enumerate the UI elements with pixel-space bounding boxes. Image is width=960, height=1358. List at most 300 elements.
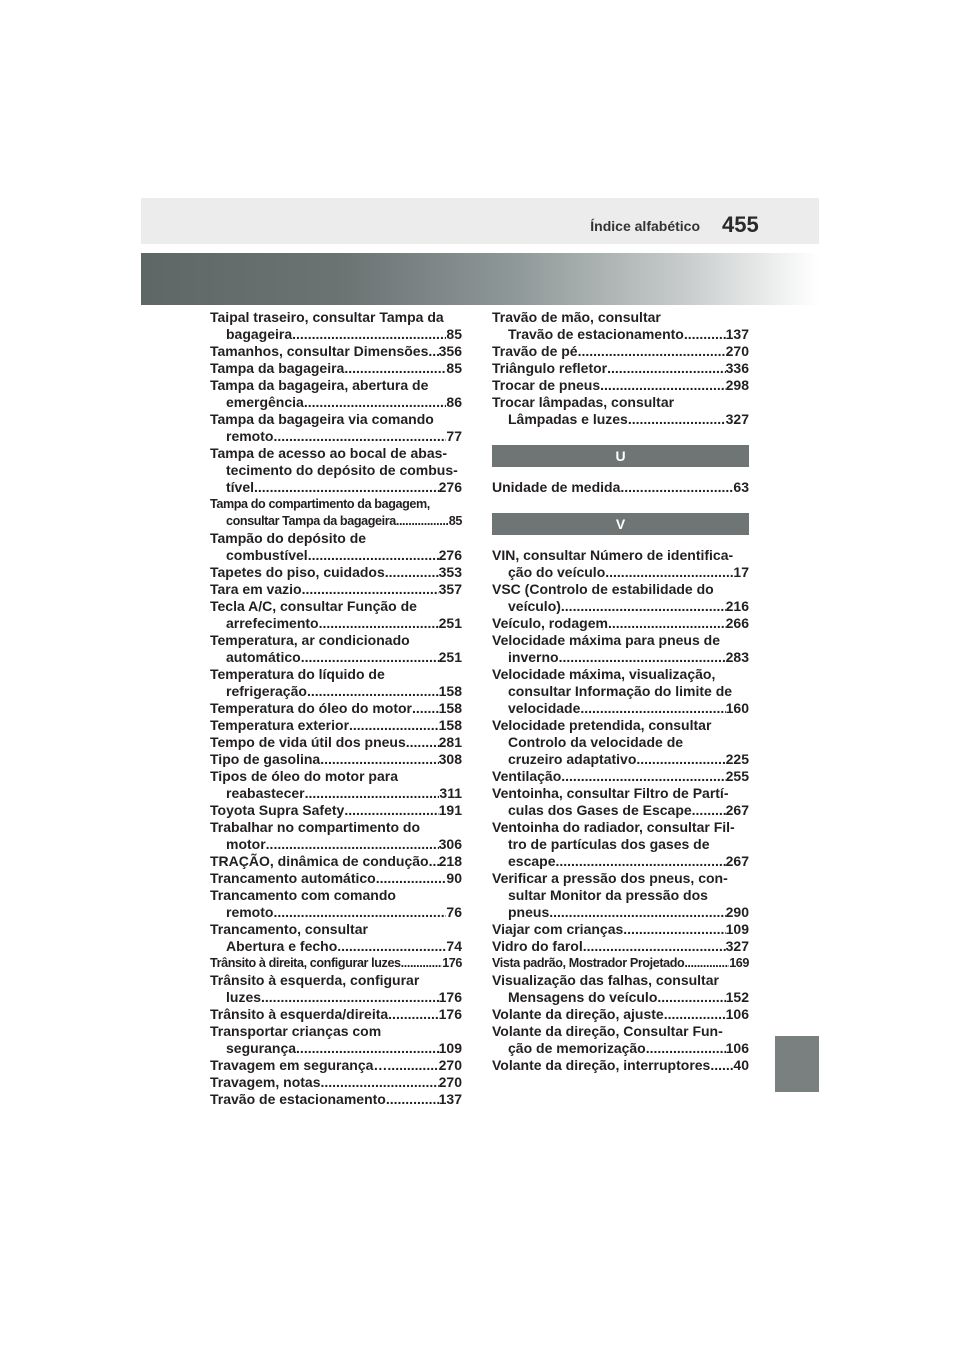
index-entry-row <box>210 870 462 887</box>
index-entry-row <box>210 989 462 1006</box>
index-entry-page[interactable]: 169 <box>729 956 749 970</box>
index-entry-text: Tampa da bagageira <box>210 360 345 376</box>
index-entry-row <box>210 547 462 564</box>
index-entry-row <box>210 581 462 598</box>
index-entry-page[interactable]: 158 <box>438 700 462 716</box>
index-entry-page[interactable]: 290 <box>725 904 749 920</box>
index-entry-page[interactable]: 298 <box>725 377 749 393</box>
index-entry-page[interactable]: 311 <box>439 785 462 801</box>
dot-leader <box>388 1006 438 1023</box>
index-entry-page[interactable]: 77 <box>446 428 462 444</box>
index-entry-row <box>492 768 749 785</box>
index-entry-text: ção de memorização <box>508 1040 646 1056</box>
index-entry-text: Temperatura exterior <box>210 717 350 733</box>
index-entry-text: escape <box>508 853 556 869</box>
index-entry-page[interactable]: 251 <box>438 615 462 631</box>
index-entry-text: Abertura e fecho <box>226 938 338 954</box>
index-entry-page[interactable]: 109 <box>725 921 749 937</box>
index-entry-text: Tara em vazio <box>210 581 302 597</box>
index-entry-row <box>492 853 749 870</box>
dot-leader <box>636 751 725 768</box>
dot-leader <box>657 989 725 1006</box>
index-entry-page[interactable]: 106 <box>725 1040 749 1056</box>
index-entry <box>210 411 462 445</box>
index-entry-text: Temperatura do óleo do motor <box>210 700 412 716</box>
index-entry-text: Unidade de medida <box>492 479 621 495</box>
index-entry-page[interactable]: 356 <box>438 343 462 359</box>
index-entry-page[interactable]: 270 <box>438 1074 462 1090</box>
dot-leader <box>344 360 446 377</box>
index-entry-heading: Trancamento, consultar <box>210 921 368 937</box>
index-entry-text: Viajar com crianças <box>492 921 624 937</box>
index-entry-page[interactable]: 267 <box>725 802 749 818</box>
index-entry <box>210 921 462 955</box>
index-entry-row <box>210 479 462 496</box>
index-entry-page[interactable]: 158 <box>438 683 462 699</box>
dot-leader <box>628 411 726 428</box>
dot-leader <box>549 904 725 921</box>
index-entry-row <box>210 513 462 530</box>
index-entry-heading: Taipal traseiro, consultar Tampa da <box>210 309 444 325</box>
index-entry-text: Trancamento automático <box>210 870 376 886</box>
index-entry <box>492 717 749 768</box>
index-column-right <box>492 309 749 1074</box>
index-entry <box>492 785 749 819</box>
index-entry <box>210 853 462 870</box>
index-entry-heading: Temperatura do líquido de <box>210 666 385 682</box>
index-entry-page[interactable]: 137 <box>725 326 749 342</box>
index-entry-row <box>492 598 749 615</box>
index-entry-page[interactable]: 327 <box>725 938 749 954</box>
index-entry-text: Trocar de pneus <box>492 377 601 393</box>
index-entry-page[interactable]: 90 <box>446 870 462 886</box>
dot-leader <box>254 479 439 496</box>
index-entry <box>492 972 749 1006</box>
index-entry-row <box>492 479 749 496</box>
index-entry <box>492 479 749 496</box>
index-entry <box>210 1091 462 1108</box>
index-entry-text: velocidade <box>508 700 581 716</box>
index-entry-text: Vista padrão, Mostrador Projetado <box>492 956 685 970</box>
index-entry <box>210 1006 462 1023</box>
index-entry-text: veículo) <box>508 598 561 614</box>
index-entry <box>210 1074 462 1091</box>
index-entry <box>210 955 462 972</box>
section-title: Índice alfabético <box>590 218 700 234</box>
index-entry-page[interactable]: 276 <box>438 479 462 495</box>
index-entry-row <box>210 394 462 411</box>
index-entry <box>210 343 462 360</box>
index-entry-heading: Tampa da bagageira via comando <box>210 411 434 427</box>
index-entry <box>210 530 462 564</box>
index-entry <box>492 938 749 955</box>
index-entry <box>492 394 749 428</box>
index-entry <box>492 632 749 666</box>
index-entry-continuation: tecimento do depósito de combus- <box>226 462 458 478</box>
index-entry-page[interactable]: 74 <box>446 938 462 954</box>
index-entry-row <box>210 734 462 751</box>
index-entry <box>210 887 462 921</box>
index-entry-row <box>210 564 462 581</box>
index-entry-text: Volante da direção, interruptores <box>492 1057 711 1073</box>
index-entry <box>210 1023 462 1057</box>
index-entry-text: Travão de estacionamento <box>508 326 684 342</box>
index-entry-row <box>492 751 749 768</box>
index-entry-page[interactable]: 17 <box>733 564 749 580</box>
index-entry-text: Mensagens do veículo <box>508 989 658 1005</box>
index-entry-continuation: Controlo da velocidade de <box>508 734 684 750</box>
index-entry-page[interactable]: 63 <box>733 479 749 495</box>
index-entry-row <box>492 1006 749 1023</box>
dot-leader <box>583 938 726 955</box>
index-entry-row <box>492 564 749 581</box>
dot-leader <box>349 717 439 734</box>
dot-leader <box>555 853 725 870</box>
index-entry-page[interactable]: 225 <box>725 751 749 767</box>
index-entry <box>210 666 462 700</box>
index-entry-row <box>492 904 749 921</box>
index-entry <box>210 751 462 768</box>
index-entry-text: luzes <box>226 989 262 1005</box>
index-entry-row <box>210 343 462 360</box>
index-entry-continuation: tro de partículas dos gases de <box>508 836 710 852</box>
index-entry-row <box>210 1006 462 1023</box>
dot-leader <box>273 904 446 921</box>
index-entry-page[interactable]: 176 <box>438 1006 462 1022</box>
index-entry-row <box>210 904 462 921</box>
index-entry-row <box>210 785 462 802</box>
index-entry-text: cruzeiro adaptativo <box>508 751 637 767</box>
index-entry-text: emergência <box>226 394 304 410</box>
index-entry <box>210 819 462 853</box>
index-entry-text: inverno <box>508 649 559 665</box>
dot-leader <box>412 700 439 717</box>
dot-leader <box>561 598 726 615</box>
index-entry-page[interactable]: 40 <box>733 1057 749 1073</box>
index-entry <box>210 768 462 802</box>
index-entry <box>210 1057 462 1074</box>
index-entry <box>210 360 462 377</box>
dot-leader <box>623 921 725 938</box>
dot-leader <box>396 513 449 530</box>
index-entry-page[interactable]: 85 <box>448 514 462 528</box>
index-entry-row <box>492 921 749 938</box>
index-entry-row <box>492 377 749 394</box>
dot-leader <box>261 989 439 1006</box>
index-entry-text: Travagem em segurança… <box>210 1057 388 1073</box>
index-entry-page[interactable]: 281 <box>438 734 462 750</box>
index-entry <box>492 768 749 785</box>
dot-leader <box>385 564 439 581</box>
index-entry-row <box>492 955 749 972</box>
dot-leader <box>561 768 725 785</box>
index-entry-page[interactable]: 353 <box>438 564 462 580</box>
index-entry-row <box>210 1074 462 1091</box>
index-entry-heading: Tampa do compartimento da bagagem, <box>210 497 430 511</box>
index-entry-page[interactable]: 85 <box>446 326 462 342</box>
index-entry-page[interactable]: 160 <box>725 700 749 716</box>
index-group-t-continued <box>492 309 749 428</box>
index-group-v <box>492 547 749 1074</box>
index-entry-heading: Verificar a pressão dos pneus, con- <box>492 870 728 886</box>
index-entry-text: automático <box>226 649 301 665</box>
index-entry-row <box>492 802 749 819</box>
dot-leader <box>292 326 446 343</box>
index-entry-heading: Trabalhar no compartimento do <box>210 819 421 835</box>
index-entry-text: Lâmpadas e luzes <box>508 411 628 427</box>
dot-leader <box>321 1074 439 1091</box>
index-entry-text: arrefecimento <box>226 615 319 631</box>
dot-leader <box>302 581 439 598</box>
index-entry-row <box>492 343 749 360</box>
index-entry <box>210 632 462 666</box>
index-entry-row <box>492 360 749 377</box>
index-entry-row <box>210 717 462 734</box>
index-entry-page[interactable]: 76 <box>446 904 462 920</box>
index-entry-heading: Travão de mão, consultar <box>492 309 661 325</box>
index-entry-text: Toyota Supra Safety <box>210 802 345 818</box>
index-entry-row <box>210 428 462 445</box>
index-entry-text: Tamanhos, consultar Dimensões <box>210 343 429 359</box>
dot-leader <box>428 343 438 360</box>
header-band <box>141 198 819 244</box>
index-entry-text: refrigeração <box>226 683 307 699</box>
index-entry-continuation: sultar Monitor da pressão dos <box>508 887 708 903</box>
dot-leader <box>296 1040 439 1057</box>
index-entry-row <box>210 326 462 343</box>
index-entry-text: Tempo de vida útil dos pneus <box>210 734 406 750</box>
index-entry <box>210 802 462 819</box>
index-entry-row <box>210 802 462 819</box>
index-entry <box>210 870 462 887</box>
dot-leader <box>305 785 440 802</box>
index-entry-heading: Tipos de óleo do motor para <box>210 768 398 784</box>
dot-leader <box>337 938 446 955</box>
dot-leader <box>406 734 439 751</box>
index-entry-text: culas dos Gases de Escape <box>508 802 692 818</box>
index-entry <box>492 819 749 870</box>
index-entry-page[interactable]: 191 <box>438 802 462 818</box>
dot-leader <box>320 751 438 768</box>
index-entry <box>210 581 462 598</box>
index-entry-row <box>492 989 749 1006</box>
index-entry <box>210 700 462 717</box>
index-entry <box>492 666 749 717</box>
dot-leader <box>387 1057 438 1074</box>
chapter-side-tab <box>775 1036 819 1092</box>
dot-leader <box>710 1057 733 1074</box>
index-entry-heading: Tampa da bagageira, abertura de <box>210 377 429 393</box>
dot-leader <box>307 683 439 700</box>
index-entry-heading: Velocidade máxima para pneus de <box>492 632 720 648</box>
index-entry-page[interactable]: 270 <box>725 343 749 359</box>
dot-leader <box>304 394 447 411</box>
index-entry <box>492 377 749 394</box>
index-entry-text: Travagem, notas <box>210 1074 321 1090</box>
index-entry <box>492 343 749 360</box>
index-group-u <box>492 479 749 496</box>
index-entry-page[interactable]: 306 <box>438 836 462 852</box>
index-entry-row <box>492 615 749 632</box>
index-entry-row <box>210 751 462 768</box>
index-entry <box>210 972 462 1006</box>
index-entry <box>492 921 749 938</box>
dot-leader <box>684 955 729 972</box>
index-entry-text: Tapetes do piso, cuidados <box>210 564 385 580</box>
index-entry-text: remoto <box>226 904 274 920</box>
dot-leader <box>273 428 446 445</box>
index-entry <box>210 564 462 581</box>
dot-leader <box>386 1091 439 1108</box>
index-entry-page[interactable]: 283 <box>725 649 749 665</box>
index-entry-row <box>210 649 462 666</box>
index-entry-heading: VSC (Controlo de estabilidade do <box>492 581 714 597</box>
dot-leader <box>692 802 726 819</box>
index-entry-row <box>210 938 462 955</box>
index-entry-page[interactable]: 218 <box>438 853 462 869</box>
index-entry-page[interactable]: 255 <box>725 768 749 784</box>
index-entry-heading: Tampão do depósito de <box>210 530 367 546</box>
index-entry-text: tível <box>226 479 255 495</box>
index-entry-heading: Transportar crianças com <box>210 1023 382 1039</box>
index-entry-heading: Velocidade pretendida, consultar <box>492 717 712 733</box>
dot-leader <box>664 1006 726 1023</box>
index-entry-page[interactable]: 276 <box>438 547 462 563</box>
index-entry-row <box>210 836 462 853</box>
dot-leader <box>684 326 726 343</box>
index-entry <box>492 1006 749 1023</box>
letter-header-u: U <box>492 445 749 467</box>
dot-leader <box>646 1040 726 1057</box>
index-entry-page[interactable]: 270 <box>438 1057 462 1073</box>
index-entry-page[interactable]: 106 <box>725 1006 749 1022</box>
index-entry <box>210 734 462 751</box>
index-entry <box>492 615 749 632</box>
index-entry-row <box>492 649 749 666</box>
index-entry-continuation: consultar Informação do limite de <box>508 683 733 699</box>
index-entry-row <box>492 700 749 717</box>
index-entry <box>210 309 462 343</box>
index-entry-heading: Visualização das falhas, consultar <box>492 972 719 988</box>
dot-leader <box>308 547 439 564</box>
index-entry-text: TRAÇÃO, dinâmica de condução <box>210 853 429 869</box>
index-entry-page[interactable]: 85 <box>446 360 462 376</box>
index-entry-text: Volante da direção, ajuste <box>492 1006 664 1022</box>
index-entry <box>210 445 462 496</box>
letter-header-v: V <box>492 513 749 535</box>
index-entry-heading: Ventoinha, consultar Filtro de Partí- <box>492 785 729 801</box>
index-entry-page[interactable]: 176 <box>438 989 462 1005</box>
dot-leader <box>559 649 726 666</box>
dot-leader <box>608 615 726 632</box>
index-entry-text: consultar Tampa da bagageira <box>226 514 396 528</box>
index-entry <box>492 955 749 972</box>
dot-leader <box>600 377 725 394</box>
index-entry-text: reabastecer <box>226 785 305 801</box>
dot-leader <box>319 615 439 632</box>
index-entry <box>492 870 749 921</box>
index-entry-heading: Volante da direção, Consultar Fun- <box>492 1023 723 1039</box>
index-entry-page[interactable]: 137 <box>438 1091 462 1107</box>
index-entry <box>492 309 749 343</box>
index-entry-text: pneus <box>508 904 550 920</box>
index-entry-page[interactable]: 109 <box>438 1040 462 1056</box>
index-entry-text: Vidro do farol <box>492 938 583 954</box>
index-entry-heading: VIN, consultar Número de identifica- <box>492 547 734 563</box>
index-entry-heading: Tampa de acesso ao bocal de abas- <box>210 445 448 461</box>
dot-leader <box>620 479 733 496</box>
index-entry-page[interactable]: 308 <box>438 751 462 767</box>
index-entry-heading: Trancamento com comando <box>210 887 396 903</box>
page-number: 455 <box>722 212 759 237</box>
index-entry-heading: Ventoinha do radiador, consultar Fil- <box>492 819 735 835</box>
index-entry-row <box>210 1040 462 1057</box>
index-entry-row <box>210 700 462 717</box>
index-entry <box>492 360 749 377</box>
index-entry-page[interactable]: 267 <box>725 853 749 869</box>
index-entry-page[interactable]: 266 <box>725 615 749 631</box>
index-entry-heading: Tecla A/C, consultar Função de <box>210 598 417 614</box>
index-entry-text: Ventilação <box>492 768 562 784</box>
dot-leader <box>607 360 726 377</box>
index-entry-row <box>492 411 749 428</box>
dot-leader <box>376 870 447 887</box>
index-entry-page[interactable]: 251 <box>438 649 462 665</box>
index-entry-page[interactable]: 86 <box>446 394 462 410</box>
dot-leader <box>429 853 439 870</box>
index-entry-text: ção do veículo <box>508 564 606 580</box>
index-entry-page[interactable]: 176 <box>442 956 462 970</box>
index-entry <box>492 547 749 581</box>
index-entry-row <box>210 615 462 632</box>
index-entry-row <box>210 360 462 377</box>
index-entry <box>492 1023 749 1057</box>
index-column-left <box>210 309 462 1108</box>
dot-leader <box>578 343 726 360</box>
index-entry-row <box>210 955 462 972</box>
index-entry-row <box>492 1057 749 1074</box>
index-entry-text: motor <box>226 836 266 852</box>
index-entry-text: bagageira <box>226 326 293 342</box>
index-entry-text: combustível <box>226 547 308 563</box>
index-entry <box>210 377 462 411</box>
index-entry-text: Travão de pé <box>492 343 578 359</box>
dot-leader <box>266 836 439 853</box>
index-entry <box>492 581 749 615</box>
index-entry-text: remoto <box>226 428 274 444</box>
index-entry-row <box>492 326 749 343</box>
index-entry <box>210 496 462 530</box>
index-entry <box>210 598 462 632</box>
index-entry-row <box>210 1057 462 1074</box>
index-entry-page[interactable]: 152 <box>725 989 749 1005</box>
index-entry-page[interactable]: 216 <box>725 598 749 614</box>
index-entry-page[interactable]: 158 <box>438 717 462 733</box>
index-entry-row <box>492 938 749 955</box>
index-entry-page[interactable]: 357 <box>438 581 462 597</box>
index-entry-text: Tipo de gasolina <box>210 751 321 767</box>
dot-leader <box>605 564 733 581</box>
index-entry-row <box>492 1040 749 1057</box>
dot-leader <box>580 700 725 717</box>
index-entry-page[interactable]: 336 <box>725 360 749 376</box>
index-entry-row <box>210 853 462 870</box>
index-entry-text: segurança <box>226 1040 297 1056</box>
index-entry-row <box>210 683 462 700</box>
index-entry-page[interactable]: 327 <box>725 411 749 427</box>
index-entry <box>210 717 462 734</box>
index-entry <box>492 1057 749 1074</box>
